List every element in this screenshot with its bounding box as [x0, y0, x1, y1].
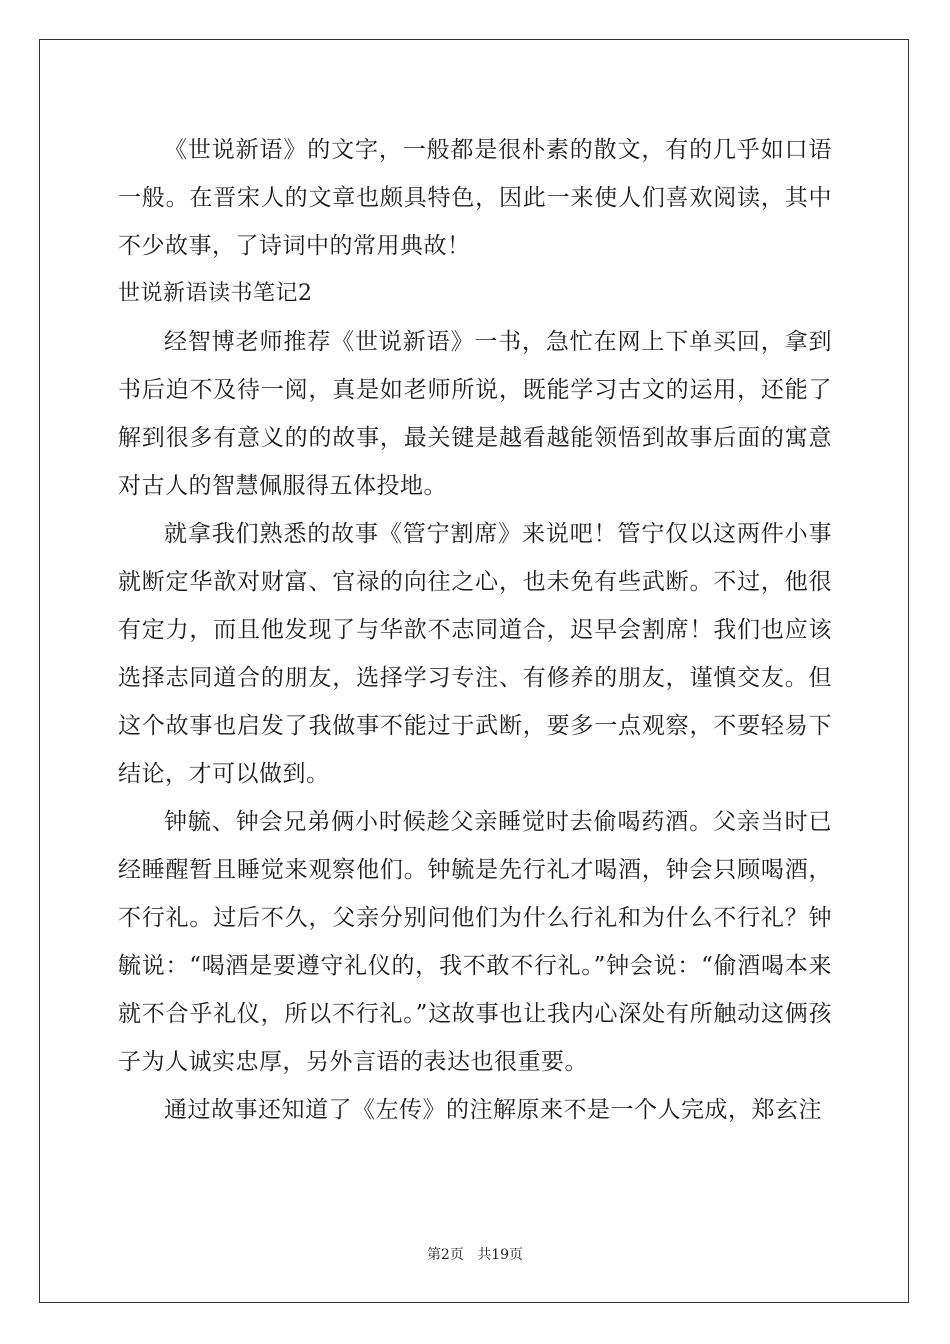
- paragraph-zhongyu: 钟毓、钟会兄弟俩小时候趁父亲睡觉时去偷喝药酒。父亲当时已经睡醒暂且睡觉来观察他们。钟毓是先行礼才喝酒，钟会只顾喝酒，不行礼。过后不久，父亲分别问他们为什么行礼和为什么不行礼？钟毓说：“喝酒是要遵守礼仪的，我不敢不行礼。”钟会说：“偷酒喝本来就不合乎礼仪，所以不行礼。”这故事也让我内心深处有所触动这俩孩子为人诚实忠厚，另外言语的表达也很重要。: [118, 809, 832, 1075]
- paragraph-intro: 《世说新语》的文字，一般都是很朴素的散文，有的几乎如口语一般。在晋宋人的文章也颇具特色，因此一来使人们喜欢阅读，其中不少故事，了诗词中的常用典故！: [118, 137, 832, 259]
- document-body: [118, 126, 832, 1134]
- page-total: 共19页: [477, 1247, 524, 1263]
- paragraph-zuozhuan: 通过故事还知道了《左传》的注解原来不是一个人完成，郑玄注: [164, 1097, 822, 1123]
- page-footer: [0, 1244, 950, 1264]
- paragraph-guanning: 就拿我们熟悉的故事《管宁割席》来说吧！管宁仅以这两件小事就断定华歆对财富、官禄的向往之心，也未免有些武断。不过，他很有定力，而且他发现了与华歆不志同道合，迟早会割席！我们也应该选择志同道合的朋友，选择学习专注、有修养的朋友，谨慎交友。但这个故事也启发了我做事不能过于武断，要多一点观察，不要轻易下结论，才可以做到。: [118, 521, 832, 787]
- page-number: 第2页: [426, 1247, 464, 1263]
- paragraph-recommendation: 经智博老师推荐《世说新语》一书，急忙在网上下单买回，拿到书后迫不及待一阅，真是如老师所说，既能学习古文的运用，还能了解到很多有意义的的故事，最关键是越看越能领悟到故事后面的寓意对古人的智慧佩服得五体投地。: [118, 329, 832, 499]
- section-heading: 世说新语读书笔记2: [118, 281, 313, 306]
